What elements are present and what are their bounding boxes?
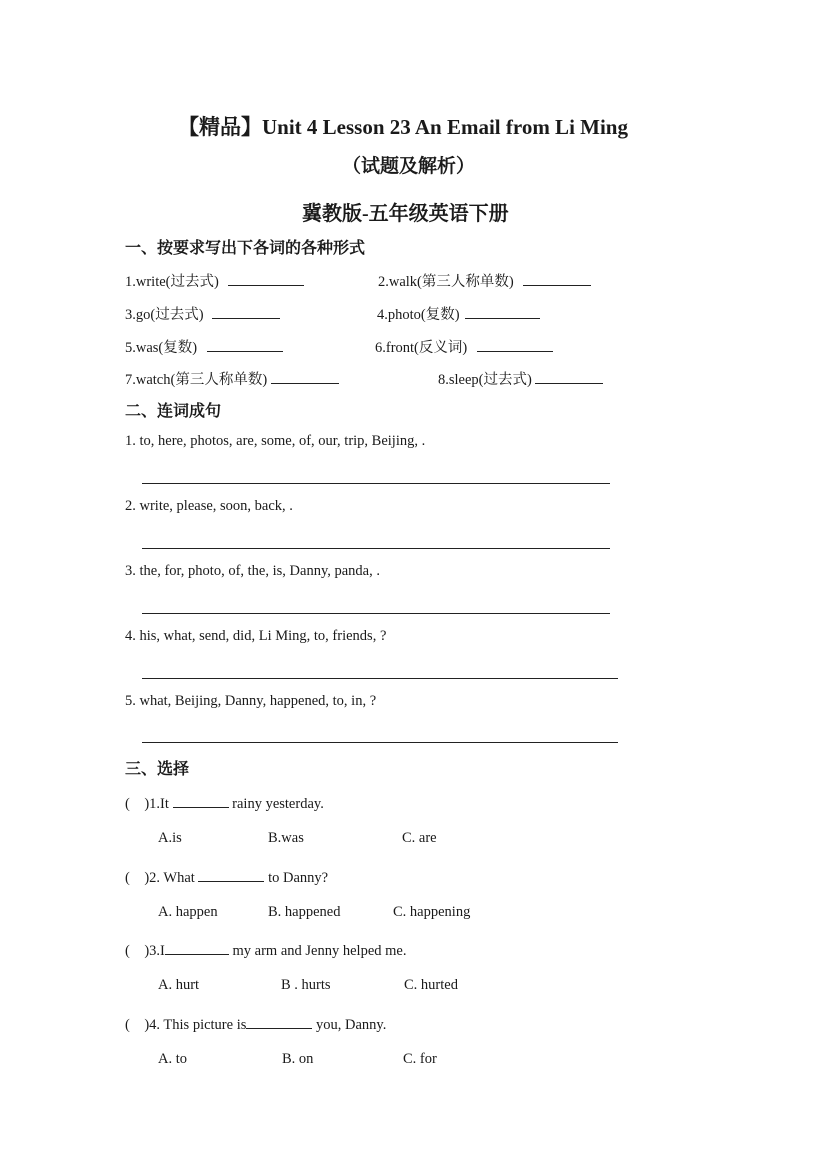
answer-line[interactable] — [142, 678, 618, 679]
question-text-end: my arm and Jenny helped me. — [228, 943, 407, 959]
sentence-prompt: 1. to, here, photos, are, some, of, our, trip, Beijing, . — [125, 433, 426, 449]
option-a[interactable]: A. to — [158, 1051, 187, 1067]
option-c[interactable]: C. happening — [393, 904, 471, 920]
sentence-prompt: 2. write, please, soon, back, . — [125, 498, 293, 514]
word-form-prompt: 8.sleep(过去式) — [438, 372, 532, 388]
answer-line[interactable] — [142, 548, 610, 549]
answer-line[interactable] — [142, 613, 610, 614]
sentence-prompt: 5. what, Beijing, Danny, happened, to, in, ? — [125, 693, 377, 709]
answer-line[interactable] — [142, 483, 610, 484]
sentence-prompt: 4. his, what, send, did, Li Ming, to, friends, ? — [125, 628, 387, 644]
page-title: 【精品】Unit 4 Lesson 23 An Email from Li Ming — [178, 115, 628, 139]
option-a[interactable]: A. happen — [158, 904, 218, 920]
section3-heading: 三、选择 — [125, 761, 190, 778]
question-blank — [198, 867, 264, 882]
word-form-item — [125, 270, 304, 291]
answer-blank[interactable] — [465, 304, 540, 319]
question-text-start: 3.I — [149, 943, 165, 959]
choice-question — [125, 940, 406, 960]
answer-blank[interactable] — [228, 271, 304, 286]
word-form-prompt: 7.watch(第三人称单数) — [125, 372, 268, 388]
choice-question — [125, 1014, 386, 1034]
page-subtitle: （试题及解析） — [342, 156, 476, 177]
word-form-item — [125, 336, 283, 357]
answer-blank[interactable] — [212, 304, 280, 319]
question-text-start: 4. This picture is — [149, 1017, 247, 1033]
word-form-prompt: 1.write(过去式) — [125, 274, 219, 290]
word-form-prompt: 3.go(过去式) — [125, 307, 204, 323]
option-a[interactable]: A. hurt — [158, 977, 200, 993]
choice-question — [125, 793, 324, 813]
question-text-start: 2. What — [149, 870, 195, 886]
question-text-end: rainy yesterday. — [228, 796, 324, 812]
book-title: 冀教版-五年级英语下册 — [302, 203, 509, 225]
answer-blank[interactable] — [207, 337, 283, 352]
answer-bracket[interactable]: ( ) — [125, 796, 150, 812]
option-c[interactable]: C. for — [403, 1051, 437, 1067]
word-form-prompt: 5.was(复数) — [125, 340, 198, 356]
question-text-start: 1.It — [149, 796, 169, 812]
answer-blank[interactable] — [271, 369, 339, 384]
word-form-item — [438, 368, 603, 389]
option-b[interactable]: B. on — [282, 1051, 314, 1067]
section2-heading: 二、连词成句 — [125, 403, 222, 420]
word-form-item — [377, 303, 540, 324]
answer-bracket[interactable]: ( ) — [125, 943, 150, 959]
sentence-prompt: 3. the, for, photo, of, the, is, Danny, panda, . — [125, 563, 380, 579]
option-c[interactable]: C. hurted — [404, 977, 458, 993]
answer-bracket[interactable]: ( ) — [125, 870, 150, 886]
question-blank — [246, 1014, 312, 1029]
word-form-item — [125, 368, 339, 389]
option-a[interactable]: A.is — [158, 830, 182, 846]
word-form-prompt: 6.front(反义词) — [375, 340, 468, 356]
question-blank — [165, 940, 229, 955]
word-form-prompt: 4.photo(复数) — [377, 307, 460, 323]
option-b[interactable]: B . hurts — [281, 977, 331, 993]
option-b[interactable]: B.was — [268, 830, 304, 846]
answer-bracket[interactable]: ( ) — [125, 1017, 150, 1033]
option-c[interactable]: C. are — [402, 830, 437, 846]
word-form-item — [375, 336, 553, 357]
choice-question — [125, 867, 328, 887]
answer-blank[interactable] — [523, 271, 591, 286]
answer-line[interactable] — [142, 742, 618, 743]
answer-blank[interactable] — [535, 369, 603, 384]
word-form-item — [378, 270, 591, 291]
option-b[interactable]: B. happened — [268, 904, 341, 920]
section1-heading: 一、按要求写出下各词的各种形式 — [125, 240, 366, 257]
question-blank — [173, 793, 229, 808]
answer-blank[interactable] — [477, 337, 553, 352]
question-text-end: to Danny? — [264, 870, 329, 886]
question-text-end: you, Danny. — [312, 1017, 387, 1033]
word-form-prompt: 2.walk(第三人称单数) — [378, 274, 514, 290]
word-form-item — [125, 303, 280, 324]
